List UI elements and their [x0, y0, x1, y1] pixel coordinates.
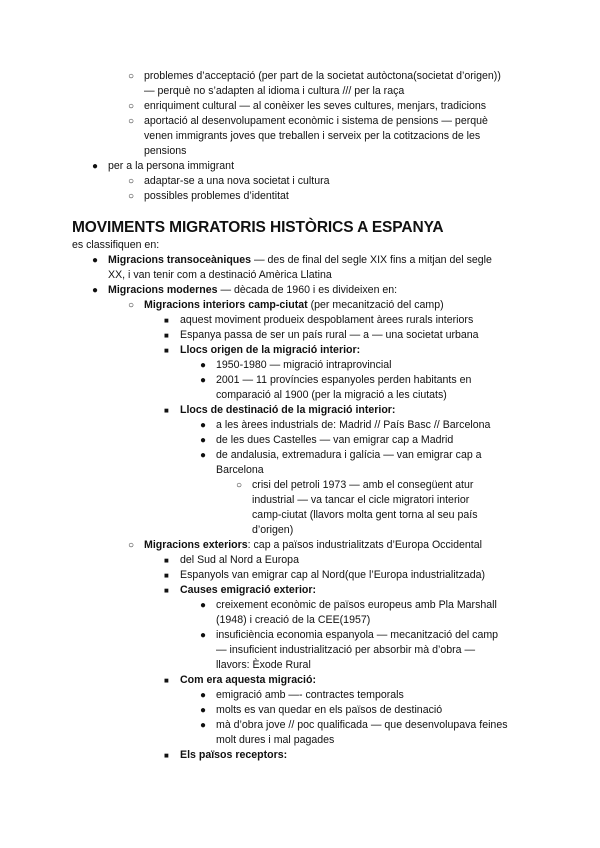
list-item: Llocs de destinació de la migració interior: [180, 404, 396, 416]
list-item: Els països receptors: [180, 749, 288, 761]
list-item: per a la persona immigrant [108, 160, 235, 172]
disc-bullet-icon: ● [200, 450, 207, 461]
disc-bullet-icon: ● [200, 705, 207, 716]
square-bullet-icon: ■ [164, 406, 169, 415]
list-item: problemes d’acceptació (per part de la societat autòctona(societat d’origen)) [144, 70, 501, 82]
list-item: crisi del petroli 1973 — amb el consegüent atur [252, 479, 474, 491]
disc-bullet-icon: ● [200, 690, 207, 701]
circle-bullet-icon: ○ [128, 176, 135, 187]
disc-bullet-icon: ● [200, 435, 207, 446]
term-bold: Migracions interiors camp-ciutat [144, 299, 308, 311]
list-item [108, 283, 397, 298]
square-bullet-icon: ■ [164, 556, 169, 565]
square-bullet-icon: ■ [164, 331, 169, 340]
term-bold: Migracions exteriors [144, 539, 248, 551]
circle-bullet-icon: ○ [128, 116, 135, 127]
list-item: de andalusia, extremadura i galícia — van emigrar cap a [216, 449, 482, 461]
square-bullet-icon: ■ [164, 586, 169, 595]
square-bullet-icon: ■ [164, 346, 169, 355]
list-item: del Sud al Nord a Europa [180, 554, 299, 566]
list-item: adaptar-se a una nova societat i cultura [144, 175, 330, 187]
disc-bullet-icon: ● [200, 375, 207, 386]
square-bullet-icon: ■ [164, 316, 169, 325]
list-item-continuation: llavors: Èxode Rural [216, 659, 311, 671]
list-item-continuation: venen immigrants joves que treballen i serveix per la cotitzacions de les [144, 130, 481, 142]
list-item-continuation: d’origen) [252, 524, 294, 536]
circle-bullet-icon: ○ [128, 101, 135, 112]
disc-bullet-icon: ● [200, 630, 207, 641]
disc-bullet-icon: ● [92, 255, 99, 266]
list-item: emigració amb —- contractes temporals [216, 689, 404, 701]
list-item-continuation: industrial — va tancar el cicle migratori interior [252, 494, 470, 506]
circle-bullet-icon: ○ [128, 71, 135, 82]
disc-bullet-icon: ● [200, 360, 207, 371]
list-item-continuation: — perquè no s’adapten al idioma i cultura /// per la raça [144, 85, 405, 97]
term-description: : cap a països industrialitzats d’Europa Occidental [247, 539, 482, 551]
list-item [144, 298, 444, 313]
circle-bullet-icon: ○ [128, 191, 135, 202]
list-item-continuation: XX, i van tenir com a destinació Amèrica Llatina [108, 269, 332, 281]
list-item: aquest moviment produeix despoblament àrees rurals interiors [180, 314, 474, 326]
list-item: mà d’obra jove // poc qualificada — que desenvolupava feines [216, 719, 508, 731]
circle-bullet-icon: ○ [128, 540, 135, 551]
list-item: Espanya passa de ser un país rural — a — una societat urbana [180, 329, 479, 341]
disc-bullet-icon: ● [200, 720, 207, 731]
circle-bullet-icon: ○ [236, 480, 243, 491]
square-bullet-icon: ■ [164, 571, 169, 580]
intro-text: es classifiquen en: [72, 239, 160, 251]
disc-bullet-icon: ● [200, 600, 207, 611]
list-item: insuficiència economia espanyola — mecanització del camp [216, 629, 499, 641]
list-item: Espanyols van emigrar cap al Nord(que l’Europa industrialitzada) [180, 569, 486, 581]
list-item: a les àrees industrials de: Madrid // País Basc // Barcelona [216, 419, 491, 431]
list-item: molts es van quedar en els països de destinació [216, 704, 443, 716]
term-description: — des de final del segle XIX fins a mitjan del segle [251, 254, 492, 266]
term-description: — dècada de 1960 i es divideixen en: [217, 284, 398, 296]
list-item [144, 538, 482, 553]
list-item: Com era aquesta migració: [180, 674, 316, 686]
disc-bullet-icon: ● [200, 420, 207, 431]
term-bold: Migracions transoceàniques [108, 254, 252, 266]
list-item: possibles problemes d’identitat [144, 190, 289, 202]
list-item-continuation: comparació al 1900 (per la migració a les ciutats) [216, 389, 447, 401]
list-item-continuation: — insuficient industrialització per absorbir mà d’obra — [216, 644, 476, 656]
list-item [108, 253, 492, 268]
list-item: Causes emigració exterior: [180, 584, 317, 596]
list-item-continuation: pensions [144, 145, 187, 157]
circle-bullet-icon: ○ [128, 300, 135, 311]
list-item: creixement econòmic de països europeus amb Pla Marshall [216, 599, 497, 611]
list-item: 2001 — 11 províncies espanyoles perden habitants en [216, 374, 472, 386]
section-heading: MOVIMENTS MIGRATORIS HISTÒRICS A ESPANYA [72, 219, 444, 236]
disc-bullet-icon: ● [92, 285, 99, 296]
list-item: aportació al desenvolupament econòmic i sistema de pensions — perquè [144, 115, 488, 127]
term-description: (per mecanització del camp) [307, 299, 444, 311]
list-item-continuation: molt dures i mal pagades [216, 734, 335, 746]
list-item-continuation: camp-ciutat (llavors molta gent torna al seu país [252, 509, 478, 521]
list-item: de les dues Castelles — van emigrar cap a Madrid [216, 434, 454, 446]
list-item: Llocs origen de la migració interior: [180, 344, 361, 356]
square-bullet-icon: ■ [164, 751, 169, 760]
list-item-continuation: (1948) i creació de la CEE(1957) [216, 614, 371, 626]
square-bullet-icon: ■ [164, 676, 169, 685]
list-item-continuation: Barcelona [216, 464, 264, 476]
list-item: 1950-1980 — migració intraprovincial [216, 359, 392, 371]
disc-bullet-icon: ● [92, 161, 99, 172]
list-item: enriquiment cultural — al conèixer les seves cultures, menjars, tradicions [144, 100, 487, 112]
term-bold: Migracions modernes [108, 284, 218, 296]
